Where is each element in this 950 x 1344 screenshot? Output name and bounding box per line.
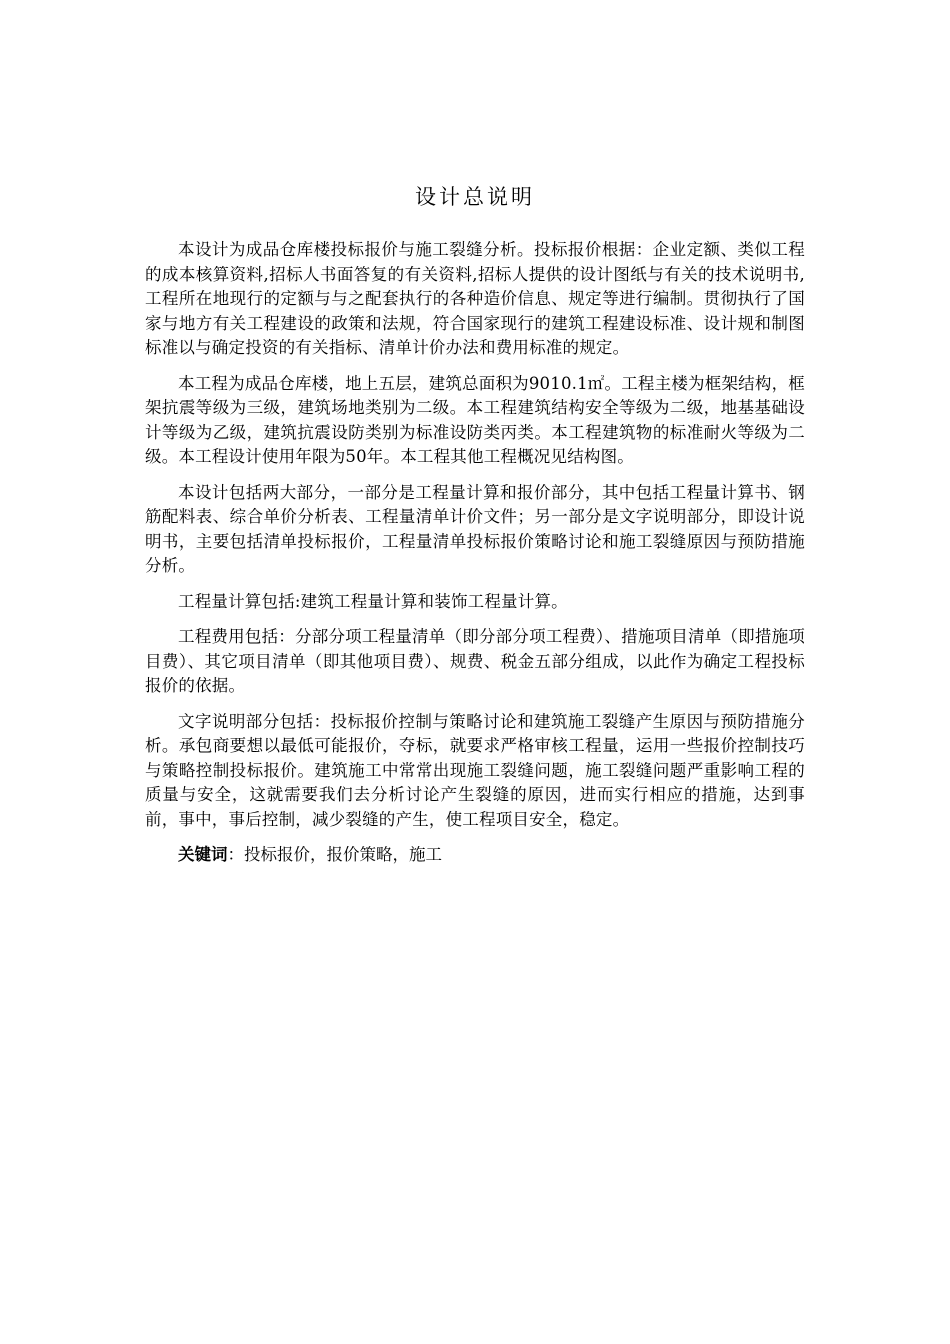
paragraph-text-description: 文字说明部分包括：投标报价控制与策略讨论和建筑施工裂缝产生原因与预防措施分析。承包商要想以最低可能报价，夺标，就要求严格审核工程量，运用一些报价控制技巧与策略控制投标报价。建筑施工中常常出现施工裂缝问题，施工裂缝问题严重影响工程的质量与安全，这就需要我们去分析讨论产生裂缝的原因，进而实行相应的措施，达到事前，事中，事后控制，减少裂缝的产生，使工程项目安全，稳定。 bbox=[145, 711, 805, 829]
paragraph-project-info: 本工程为成品仓库楼，地上五层，建筑总面积为9010.1㎡。工程主楼为框架结构，框架抗震等级为三级，建筑场地类别为二级。本工程建筑结构安全等级为二级，地基基础设计等级为乙级，建筑抗震设防类别为标准设防类丙类。本工程建筑物的标准耐火等级为二级。本工程设计使用年限为50年。本工程其他工程概况见结构图。 bbox=[145, 373, 805, 466]
page-title: 设计总说明 bbox=[415, 185, 535, 209]
paragraph-cost-items: 工程费用包括：分部分项工程量清单（即分部分项工程费）、措施项目清单（即措施项目费）、其它项目清单（即其他项目费）、规费、税金五部分组成，以此作为确定工程投标报价的依据。 bbox=[145, 627, 805, 695]
document-body bbox=[145, 238, 805, 868]
paragraph-quantity-calc: 工程量计算包括:建筑工程量计算和装饰工程量计算。 bbox=[178, 591, 568, 611]
keywords-line bbox=[145, 843, 805, 868]
paragraph-overview: 本设计为成品仓库楼投标报价与施工裂缝分析。投标报价根据：企业定额、类似工程的成本核算资料,招标人书面答复的有关资料,招标人提供的设计图纸与有关的技术说明书,工程所在地现行的定额与与之配套执行的各种造价信息、规定等进行编制。贯彻执行了国家与地方有关工程建设的政策和法规，符合国家现行的建筑工程建设标准、设计规和制图标准以与确定投资的有关指标、清单计价办法和费用标准的规定。 bbox=[145, 240, 805, 357]
keywords-label: 关键词 bbox=[178, 845, 228, 864]
paragraph-design-scope: 本设计包括两大部分，一部分是工程量计算和报价部分，其中包括工程量计算书、钢筋配料表、综合单价分析表、工程量清单计价文件；另一部分是文字说明部分，即设计说明书，主要包括清单投标报价，工程量清单投标报价策略讨论和施工裂缝原因与预防措施分析。 bbox=[145, 482, 805, 575]
keywords-text: ：投标报价，报价策略，施工 bbox=[227, 845, 442, 864]
